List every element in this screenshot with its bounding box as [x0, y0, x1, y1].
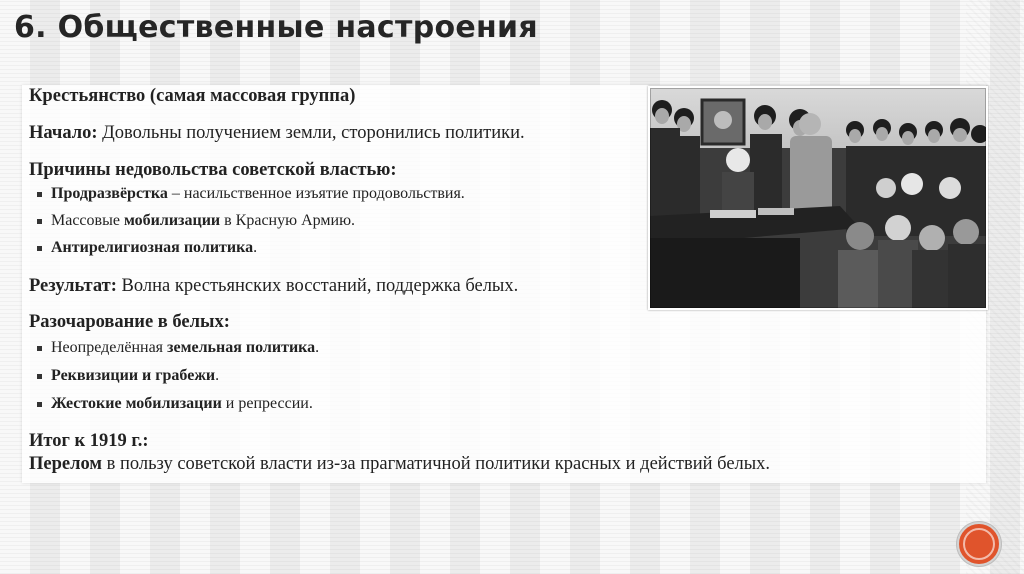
whites-item-2	[51, 367, 219, 385]
whites-bold: Реквизиции и грабежи	[51, 367, 216, 384]
bullet-icon	[37, 346, 42, 351]
reason-item-1	[51, 185, 465, 203]
whites-heading	[29, 312, 230, 333]
peasantry-text: Крестьянство (самая массовая группа)	[29, 86, 356, 106]
whites-text: .	[215, 367, 220, 384]
result-label: Результат:	[29, 276, 117, 296]
whites-pre: Неопределённая	[51, 339, 168, 356]
reason-bold: Продразвёрстка	[51, 185, 168, 202]
outcome-line	[29, 454, 770, 475]
reason-bold: мобилизации	[123, 212, 221, 229]
result-line	[29, 276, 518, 297]
whites-heading-text: Разочарование в белых:	[29, 312, 230, 332]
reason-pre: Массовые	[51, 212, 124, 229]
bullet-icon	[37, 192, 42, 197]
outcome-text: в пользу советской власти из-за прагматичной политики красных и действий белых.	[101, 454, 771, 474]
reason-text: в Красную Армию.	[220, 212, 356, 229]
whites-text: .	[315, 339, 320, 356]
peasantry-heading	[29, 86, 355, 107]
slide-title: 6. Общественные настроения	[14, 10, 538, 45]
result-text: Волна крестьянских восстаний, поддержка белых.	[116, 276, 519, 296]
start-line	[29, 123, 525, 144]
historical-photo	[648, 86, 988, 310]
whites-item-3	[51, 395, 313, 413]
reason-bold: Антирелигиозная политика	[51, 239, 254, 256]
bullet-icon	[37, 402, 42, 407]
outcome-heading-text: Итог к 1919 г.:	[29, 431, 149, 451]
bullet-icon	[37, 246, 42, 251]
reason-text: .	[253, 239, 258, 256]
reasons-heading	[29, 160, 397, 181]
outcome-label: Перелом	[29, 454, 102, 474]
start-text: Довольны получением земли, сторонились политики.	[97, 123, 525, 143]
whites-text: и репрессии.	[221, 395, 313, 412]
outcome-heading	[29, 431, 149, 452]
circle-nav-icon[interactable]	[957, 522, 1001, 566]
whites-item-1	[51, 339, 319, 357]
whites-bold: земельная политика	[167, 339, 316, 356]
circle-nav-inner	[963, 528, 995, 560]
start-label: Начало:	[29, 123, 98, 143]
reason-text: – насильственное изъятие продовольствия.	[167, 185, 465, 202]
bullet-icon	[37, 374, 42, 379]
reason-item-3	[51, 239, 257, 257]
photo-illustration	[650, 88, 986, 308]
whites-bold: Жестокие мобилизации	[51, 395, 222, 412]
bullet-icon	[37, 219, 42, 224]
reason-item-2	[51, 212, 355, 230]
reasons-heading-text: Причины недовольства советской властью:	[29, 160, 397, 180]
